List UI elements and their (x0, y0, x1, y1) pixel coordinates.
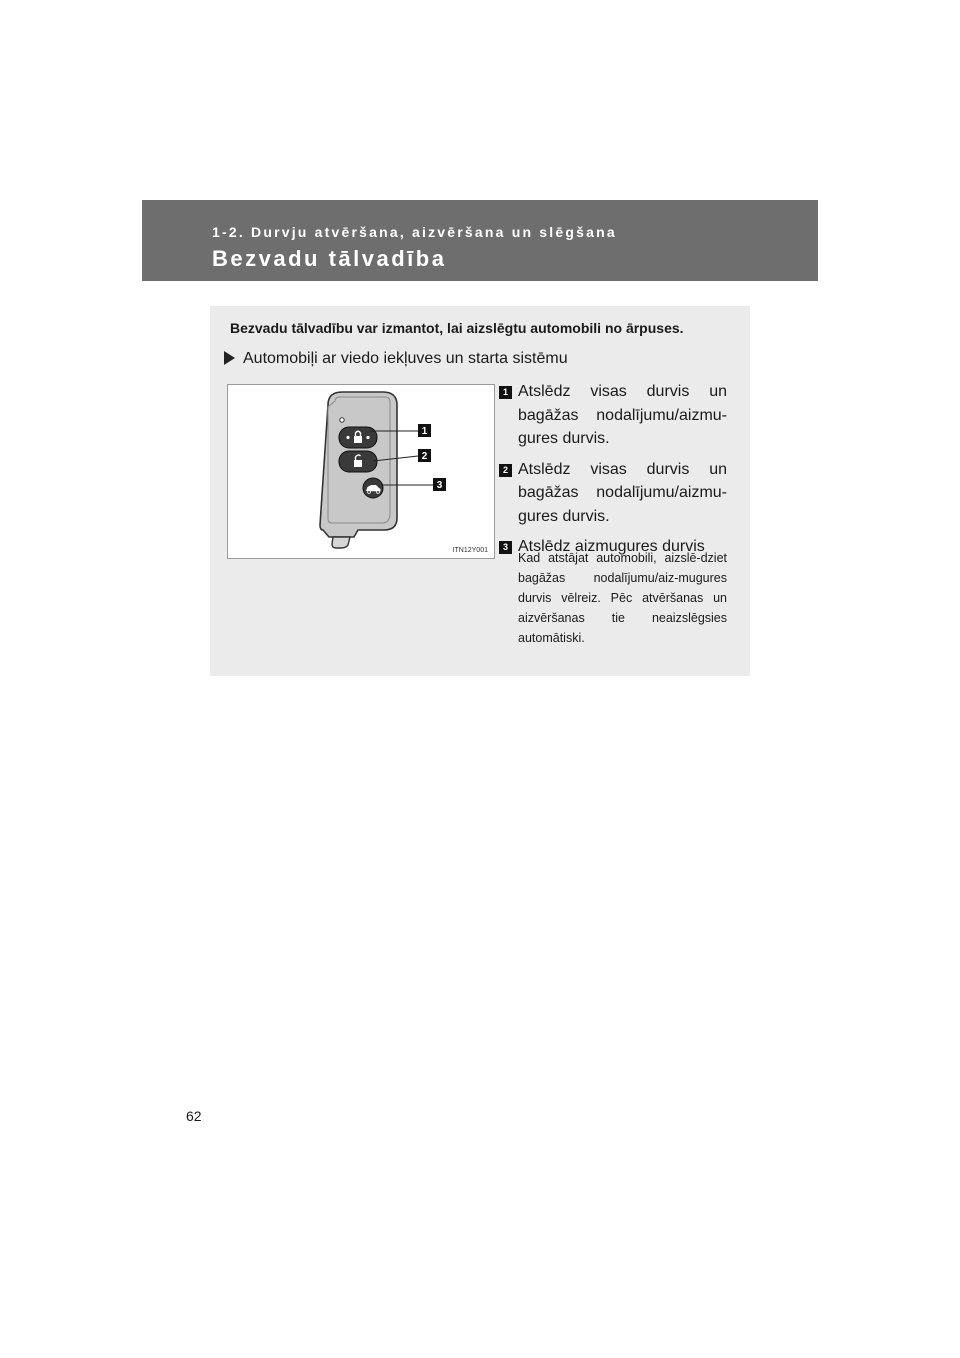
section-title: 1-2. Durvju atvēršana, aizvēršana un slēgšana (212, 224, 617, 240)
list-item (499, 380, 727, 451)
item-description: Atslēdz aizmugures durvis (518, 538, 705, 555)
vehicle-variant-label: Automobiļi ar viedo iekļuves un starta sistēmu (243, 350, 568, 367)
lock-button (339, 427, 377, 448)
callout-2: 2 (421, 451, 428, 462)
intro-text: Bezvadu tālvadību var izmantot, lai aizslēgtu automobili no ārpuses. (230, 320, 684, 336)
item-description: Atslēdz visas durvis un bagāžas nodalījumu/aizmu-gures durvis. (518, 383, 727, 447)
smart-key-illustration (228, 385, 494, 558)
indicator-light (340, 418, 344, 422)
item-description: Atslēdz visas durvis un bagāžas nodalījumu/aizmu-gures durvis. (518, 460, 727, 525)
trunk-button (363, 478, 383, 498)
mechanical-key-tip (332, 537, 350, 548)
chapter-header (142, 200, 818, 281)
callout-3: 3 (436, 480, 443, 491)
page-number: 62 (186, 1108, 202, 1124)
function-list (499, 380, 727, 566)
item-number-badge: 2 (499, 464, 512, 477)
item-number-badge: 1 (499, 386, 512, 399)
vehicle-variant-heading (224, 350, 568, 368)
smart-key-figure (227, 384, 495, 559)
content-panel (210, 306, 750, 676)
figure-code: ITN12Y001 (452, 547, 488, 554)
triangle-bullet-icon (224, 351, 235, 365)
callout-1: 1 (421, 426, 428, 437)
note-text: Kad atstājat automobili, aizslē-dziet bagāžas nodalījumu/aiz-mugures durvis vēlreiz. Pēc atvēršanas un aizvēršanas tie neaizslēgsies automātiski. (518, 551, 727, 645)
unlock-button (339, 451, 377, 472)
list-item (499, 458, 727, 529)
item-number-badge: 3 (499, 541, 512, 554)
page-title: Bezvadu tālvadība (212, 246, 447, 271)
